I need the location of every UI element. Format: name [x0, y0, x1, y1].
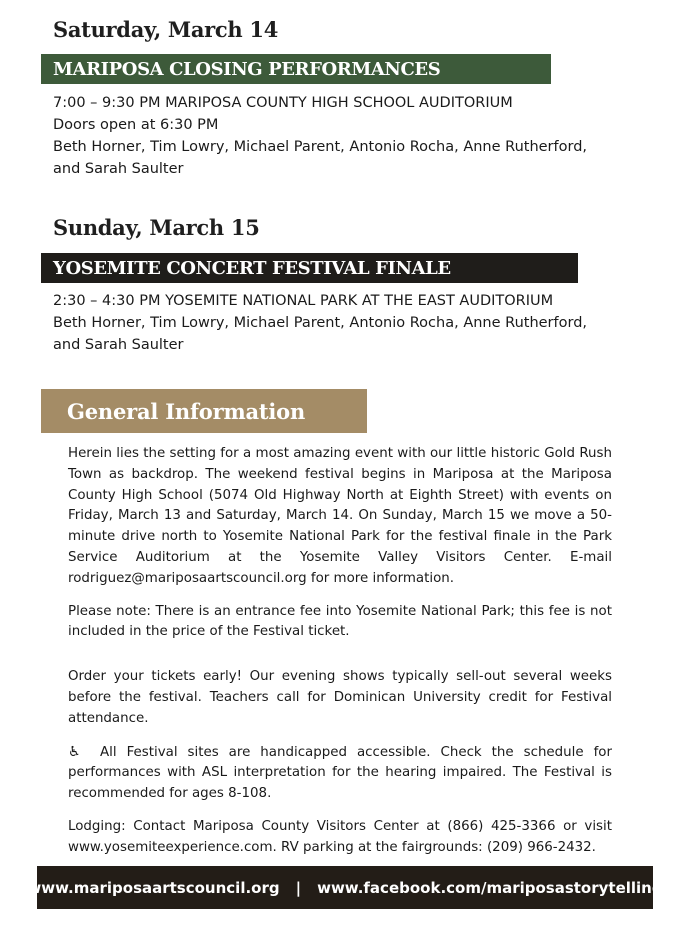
- sunday-performers-cont: and Sarah Saulter: [53, 337, 184, 353]
- facebook-link[interactable]: www.facebook.com/mariposastorytelling: [317, 878, 663, 897]
- saturday-time-venue: 7:00 – 9:30 PM MARIPOSA COUNTY HIGH SCHOOL AUDITORIUM: [53, 95, 513, 111]
- info-paragraph-accessibility: [68, 742, 612, 805]
- info-paragraph-setting: Herein lies the setting for a most amazing event with our little historic Gold Rush Town as backdrop. The weekend festival begins in Mariposa at the Mariposa County High School (5074 Old Highway North at Eighth Street) with events on Friday, March 13 and Saturday, March 14. On Sunday, March 15 we move a 50-minute drive north to Yosemite National Park for the festival finale in the Park Service Auditorium at the Yosemite Valley Visitors Center. E-mail rodriguez@mariposaartscouncil.org for more information.: [68, 446, 612, 586]
- sunday-details: [53, 290, 587, 356]
- saturday-performers-cont: and Sarah Saulter: [53, 161, 184, 177]
- saturday-event-banner: MARIPOSA CLOSING PERFORMANCES: [41, 54, 551, 84]
- accessibility-text: All Festival sites are handicapped accessible. Check the schedule for performances with ASL interpretation for the hearing impaired. The Festival is recommended for ages 8-108.: [68, 744, 612, 802]
- sunday-heading: Sunday, March 15: [53, 215, 260, 240]
- saturday-doors-open: Doors open at 6:30 PM: [53, 117, 219, 133]
- info-paragraph-tickets: Order your tickets early! Our evening shows typically sell-out several weeks before the festival. Teachers call for Dominican University credit for Festival attendance.: [68, 669, 612, 726]
- arts-council-link[interactable]: www.mariposaartscouncil.org: [27, 878, 280, 897]
- general-info-body: [68, 444, 612, 871]
- info-paragraph-fee: Please note: There is an entrance fee into Yosemite National Park; this fee is not included in the price of the Festival ticket.: [68, 603, 612, 640]
- wheelchair-icon: ♿: [68, 743, 81, 760]
- footer-separator: |: [295, 878, 302, 897]
- saturday-details: [53, 92, 587, 180]
- info-paragraph-lodging: Lodging: Contact Mariposa County Visitors Center at (866) 425-3366 or visit www.yosemiteexperience.com. RV parking at the fairgrounds: (209) 966-2432.: [68, 818, 612, 855]
- sunday-event-banner: YOSEMITE CONCERT FESTIVAL FINALE: [41, 253, 578, 283]
- footer-bar: [27, 866, 663, 909]
- saturday-performers: Beth Horner, Tim Lowry, Michael Parent, Antonio Rocha, Anne Rutherford,: [53, 139, 588, 155]
- sunday-time-venue: 2:30 – 4:30 PM YOSEMITE NATIONAL PARK AT THE EAST AUDITORIUM: [53, 293, 554, 309]
- saturday-heading: Saturday, March 14: [53, 17, 279, 42]
- general-info-banner: General Information: [41, 389, 367, 433]
- sunday-performers: Beth Horner, Tim Lowry, Michael Parent, Antonio Rocha, Anne Rutherford,: [53, 315, 588, 331]
